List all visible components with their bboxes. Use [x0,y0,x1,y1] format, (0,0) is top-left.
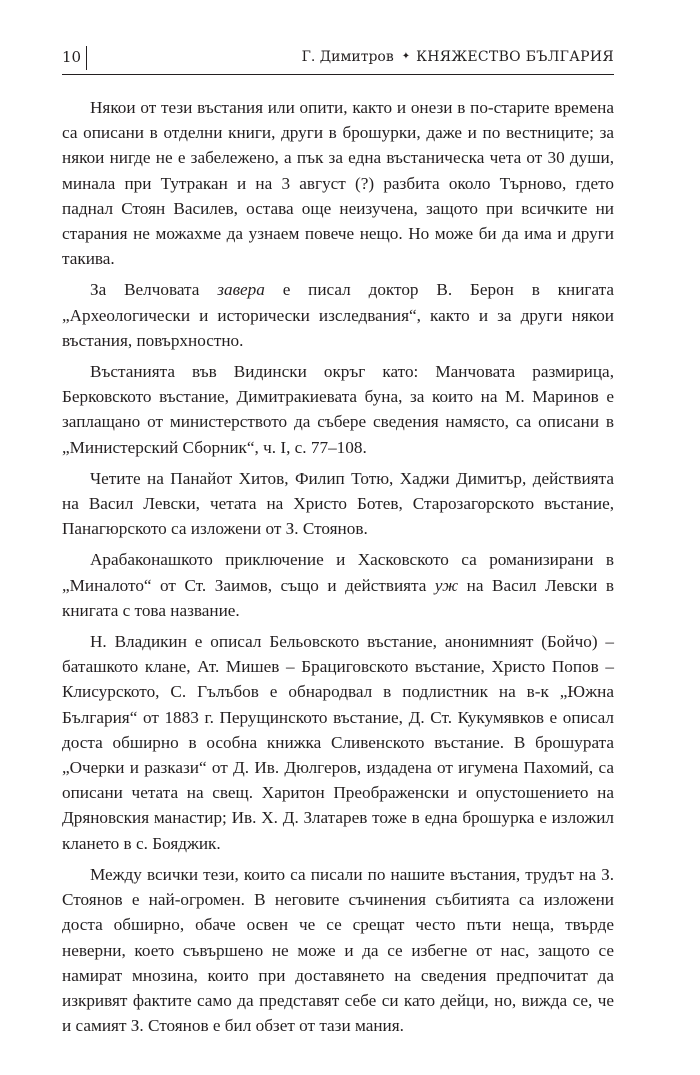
page-number: 10 [62,48,82,66]
diamond-ornament-icon: ✦ [401,51,411,62]
running-header [62,38,614,75]
header-separator [86,46,87,70]
author-name: Г. Димитров [301,49,394,65]
paragraph: Някои от тези въстания или опити, както и онези в по-старите времена са описани в отделни книги, други в брошурки, даже и по вестниците; за някои нигде не е забележено, а пък за една въстаническа чета от 30 души, минала при Тутракан и на 3 август (?) разбита около Търново, гдето паднал Стоян Василев, остава още неизучена, защото при всичките ни старания не можахме да узнаем повече нещо. Но може би да има и други такива. [62,98,614,269]
paragraph [62,547,614,623]
paragraph: Четите на Панайот Хитов, Филип Тотю, Хаджи Димитър, действията на Васил Левски, четата на Христо Ботев, Старозагорското въстание, Панагюрското са изложени от З. Стоянов. [62,468,614,539]
paragraph-text: на Васил Левски в книгата с това название. [62,575,614,620]
paragraph [62,277,614,353]
running-head [302,48,614,66]
paragraph: Н. Владикин е описал Бельовското въстание, анонимният (Бойчо) – баташкото клане, Ат. Мишев – Брациговското въстание, Христо Попов – Клисурското, С. Гълъбов е обнародвал в подлистник на в-к „Южна България“ от 1883 г. Перущинското въстание, Д. Ст. Кукумявков е описал доста обширно в особна книжка Сливенското въстание. В брошурата „Очерки и разкази“ от Д. Ив. Дюлгеров, издадена от игумена Пахомий, са описани четата на свещ. Харитон Преображенски и опустошението на Дряновския манастир; Ив. Х. Д. Златарев тоже в една брошурка е изложил клането в с. Бояджик. [62,632,614,853]
paragraph-text: За Велчовата [90,280,218,300]
paragraph-text: е писал доктор В. Берон в книгата „Археологически и исторически изследвания“, както и за други някои въстания, повърхностно. [62,280,614,350]
paragraph-text: Арабаконашкото приключение и Хасковското са романизирани в „Миналото“ от Ст. Заимов, също и действията [62,550,614,595]
italic-term: уж [434,575,459,595]
body-text [62,95,614,1038]
paragraph: Между всички тези, които са писали по нашите въстания, трудът на З. Стоянов е най-огромен. В неговите съчинения събитията са изложени доста обширно, обаче освен че се срещат често пъти неща, твърде неверни, което съвършено не може и да се избегне от нас, защото се намират мнозина, които при доставянето на сведения предпочитат да изкривят фактите само да представят себе си като дейци, но, вижда се, че и самият З. Стоянов е бил обзет от тази мания. [62,864,614,1036]
italic-term: завера [217,280,265,300]
book-title: КНЯЖЕСТВО БЪЛГАРИЯ [416,49,614,65]
paragraph: Въстанията във Видински окръг като: Манчовата размирица, Берковското въстание, Димитракиевата буна, за които на М. Маринов е заплащано от министерството да събере сведения намясто, са описани в „Министерский Сборник“, ч. І, с. 77–108. [62,362,614,457]
